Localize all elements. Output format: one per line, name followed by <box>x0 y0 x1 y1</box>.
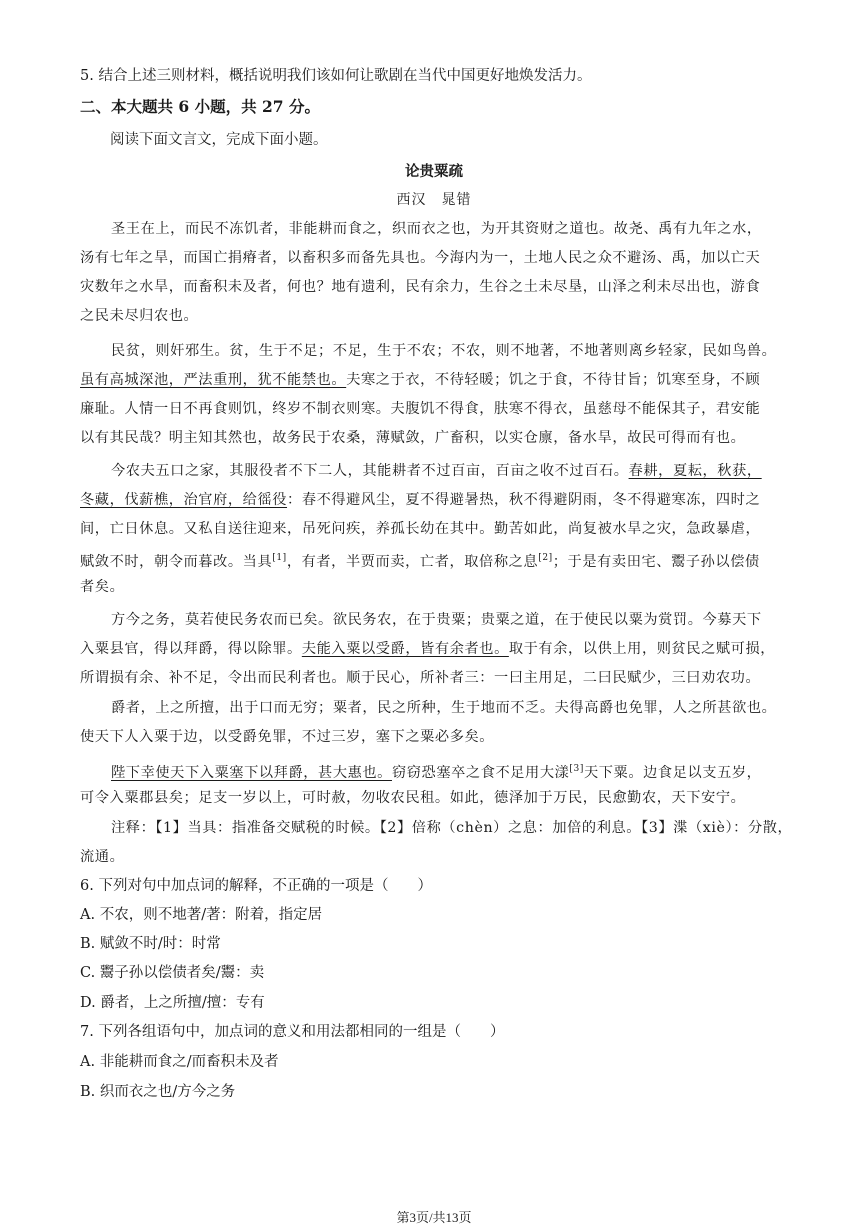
passage-line: 今农夫五口之家，其服役者不下二人，其能耕者不过百亩，百亩之收不过百石。春耕，夏耘，秋获， <box>111 463 762 479</box>
passage-line: 所谓损有余、补不足，令出而民利者也。顺于民心，所补者三：一曰主用足，二曰民赋少，三曰劝农功。 <box>80 670 761 686</box>
page-number: 第3页/共13页 <box>396 1210 472 1225</box>
passage-author: 西汉 晁错 <box>396 192 472 208</box>
question-5: 5. 结合上述三则材料，概括说明我们该如何让歌剧在当代中国更好地焕发活力。 <box>80 68 592 84</box>
passage-line: 民贫，则奸邪生。贫，生于不足；不足，生于不农；不农，则不地著，不地著则离乡轻家，民如鸟兽。 <box>111 343 777 359</box>
passage-line: 赋敛不时，朝令而暮改。当具[1]，有者，半贾而卖，亡者，取倍称之息[2]；于是有卖田宅、鬻子孙以偿债 <box>80 553 760 570</box>
question-7-option-b: B. 织而衣之也/方今之务 <box>80 1084 236 1100</box>
passage-line: 使天下人入粟于边，以受爵免罪，不过三岁，塞下之粟必多矣。 <box>80 729 495 745</box>
underlined-sentence: 陛下幸使天下入粟塞下以拜爵，甚大惠也。 <box>111 765 392 781</box>
passage-line: 圣王在上，而民不冻饥者，非能耕而食之，织而衣之也，为开其资财之道也。故尧、禹有九年之水， <box>111 221 762 237</box>
footnote-ref: [3] <box>569 764 584 774</box>
passage-line: 灾数年之水旱，而畜积未及者，何也？地有遗利，民有余力，生谷之土未尽垦，山泽之利未尽出也，游食 <box>80 279 761 295</box>
annotation-notes: 注释：【1】当具：指准备交赋税的时候。【2】倍称（chèn）之息：加倍的利息。【3】渫（xiè）：分散， <box>111 820 793 836</box>
passage-line: 廉耻。人情一日不再食则饥，终岁不制衣则寒。夫腹饥不得食，肤寒不得衣，虽慈母不能保其子，君安能 <box>80 401 761 417</box>
question-6-option-b: B. 赋敛不时/时：时常 <box>80 936 221 952</box>
passage-line: 者矣。 <box>80 579 125 595</box>
passage-line: 陛下幸使天下入粟塞下以拜爵，甚大惠也。窃窃恐塞卒之食不足用大漾[3]天下粟。边食足以支五岁， <box>111 764 762 781</box>
question-6-stem: 6. 下列对句中加点词的解释，不正确的一项是（ ） <box>80 878 432 894</box>
passage-line: 可令入粟郡县矣；足支一岁以上，可时赦，勿收农民租。如此，德泽加于万民，民愈勤农，天下安宁。 <box>80 790 746 806</box>
underlined-sentence: 夫能入粟以受爵，皆有余者也。 <box>301 641 509 657</box>
footnote-ref: [2] <box>538 553 553 563</box>
question-6-option-d: D. 爵者，上之所擅/擅：专有 <box>80 995 265 1011</box>
question-7-stem: 7. 下列各组语句中，加点词的意义和用法都相同的一组是（ ） <box>80 1024 505 1040</box>
question-7-option-a: A. 非能耕而食之/而畜积未及者 <box>80 1054 279 1070</box>
underlined-sentence: 冬藏，伐薪樵，治官府，给徭役 <box>80 492 288 508</box>
underlined-sentence: 虽有高城深池，严法重刑，犹不能禁也。 <box>80 372 347 388</box>
reading-instruction: 阅读下面文言文，完成下面小题。 <box>110 132 328 148</box>
passage-line: 入粟县官，得以拜爵，得以除罪。夫能入粟以受爵，皆有余者也。取于有余，以供上用，则贫民之赋可损， <box>80 641 776 657</box>
passage-line: 之民未尽归农也。 <box>80 308 199 324</box>
passage-line: 虽有高城深池，严法重刑，犹不能禁也。夫寒之于衣，不待轻暖；饥之于食，不待甘旨；饥寒至身，不顾 <box>80 372 761 388</box>
passage-line: 冬藏，伐薪樵，治官府，给徭役：春不得避风尘，夏不得避暑热，秋不得避阴雨，冬不得避寒冻，四时之 <box>80 492 761 508</box>
passage-line: 汤有七年之旱，而国亡捐瘠者，以畜积多而备先具也。今海内为一，土地人民之众不避汤、禹，加以亡天 <box>80 250 761 266</box>
section-heading: 二、本大题共 6 小题，共 27 分。 <box>80 97 320 116</box>
passage-title: 论贵粟疏 <box>405 163 463 180</box>
passage-line: 方今之务，莫若使民务农而已矣。欲民务农，在于贵粟；贵粟之道，在于使民以粟为赏罚。今募天下 <box>111 612 762 628</box>
passage-line: 间，亡日休息。又私自送往迎来，吊死问疾，养孤长幼在其中。勤苦如此，尚复被水旱之灾，急政暴虐， <box>80 521 761 537</box>
passage-line: 以有其民哉？明主知其然也，故务民于农桑，薄赋敛，广畜积，以实仓廪，备水旱，故民可得而有也。 <box>80 430 746 446</box>
annotation-notes: 流通。 <box>80 849 125 865</box>
passage-line: 爵者，上之所擅，出于口而无穷；粟者，民之所种，生于地而不乏。夫得高爵也免罪，人之所甚欲也。 <box>111 700 777 716</box>
question-6-option-c: C. 鬻子孙以偿债者矣/鬻：卖 <box>80 965 265 981</box>
footnote-ref: [1] <box>272 553 287 563</box>
question-6-option-a: A. 不农，则不地著/著：附着，指定居 <box>80 907 323 923</box>
underlined-sentence: 春耕，夏耘，秋获， <box>628 463 762 479</box>
